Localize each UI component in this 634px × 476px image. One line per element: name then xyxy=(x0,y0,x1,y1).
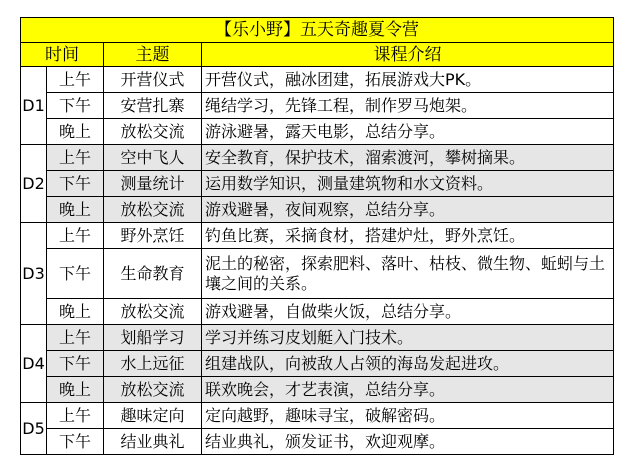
table-row xyxy=(21,377,614,403)
theme-cell: 结业典礼 xyxy=(104,429,202,455)
description-cell: 游戏避暑，自做柴火饭，总结分享。 xyxy=(202,299,614,325)
description-cell: 定向越野，趣味寻宝，破解密码。 xyxy=(202,403,614,429)
description-cell: 绳结学习，先锋工程，制作罗马炮架。 xyxy=(202,93,614,119)
description-cell: 钓鱼比赛，采摘食材，搭建炉灶，野外烹饪。 xyxy=(202,223,614,249)
table-row xyxy=(21,171,614,197)
description-cell: 联欢晚会，才艺表演，总结分享。 xyxy=(202,377,614,403)
theme-cell: 生命教育 xyxy=(104,249,202,299)
theme-cell: 放松交流 xyxy=(104,377,202,403)
time-cell: 上午 xyxy=(47,403,104,429)
time-cell: 上午 xyxy=(47,325,104,351)
theme-cell: 趣味定向 xyxy=(104,403,202,429)
time-cell: 上午 xyxy=(47,223,104,249)
header-row xyxy=(21,43,614,67)
description-cell: 游泳避暑，露天电影，总结分享。 xyxy=(202,119,614,145)
table-row xyxy=(21,429,614,455)
theme-cell: 开营仪式 xyxy=(104,67,202,93)
description-cell: 运用数学知识，测量建筑物和水文资料。 xyxy=(202,171,614,197)
theme-cell: 水上远征 xyxy=(104,351,202,377)
theme-cell: 放松交流 xyxy=(104,197,202,223)
description-cell: 开营仪式，融冰团建，拓展游戏大PK。 xyxy=(202,67,614,93)
table-row xyxy=(21,351,614,377)
table-title: 【乐小野】五天奇趣夏令营 xyxy=(21,18,614,43)
theme-cell: 野外烹饪 xyxy=(104,223,202,249)
time-cell: 上午 xyxy=(47,67,104,93)
header-time: 时间 xyxy=(21,43,104,67)
time-cell: 晚上 xyxy=(47,377,104,403)
time-cell: 下午 xyxy=(47,171,104,197)
table-row xyxy=(21,197,614,223)
table-row xyxy=(21,299,614,325)
time-cell: 下午 xyxy=(47,93,104,119)
table-row xyxy=(21,223,614,249)
table-row xyxy=(21,249,614,299)
description-cell: 泥土的秘密，探索肥料、落叶、枯枝、微生物、蚯蚓与土壤之间的关系。 xyxy=(202,249,614,299)
day-label: D5 xyxy=(21,403,47,455)
header-theme: 主题 xyxy=(104,43,202,67)
theme-cell: 空中飞人 xyxy=(104,145,202,171)
description-cell: 学习并练习皮划艇入门技术。 xyxy=(202,325,614,351)
time-cell: 下午 xyxy=(47,429,104,455)
theme-cell: 放松交流 xyxy=(104,119,202,145)
theme-cell: 安营扎寨 xyxy=(104,93,202,119)
table-row xyxy=(21,145,614,171)
camp-schedule xyxy=(20,17,613,455)
time-cell: 下午 xyxy=(47,249,104,299)
schedule-table xyxy=(20,17,614,455)
theme-cell: 测量统计 xyxy=(104,171,202,197)
table-row xyxy=(21,93,614,119)
table-row xyxy=(21,67,614,93)
table-row xyxy=(21,325,614,351)
time-cell: 晚上 xyxy=(47,299,104,325)
time-cell: 上午 xyxy=(47,145,104,171)
description-cell: 结业典礼，颁发证书，欢迎观摩。 xyxy=(202,429,614,455)
time-cell: 晚上 xyxy=(47,119,104,145)
theme-cell: 放松交流 xyxy=(104,299,202,325)
day-label: D1 xyxy=(21,67,47,145)
day-label: D2 xyxy=(21,145,47,223)
theme-cell: 划船学习 xyxy=(104,325,202,351)
description-cell: 游戏避暑，夜间观察，总结分享。 xyxy=(202,197,614,223)
description-cell: 组建战队，向被敌人占领的海岛发起进攻。 xyxy=(202,351,614,377)
table-row xyxy=(21,119,614,145)
time-cell: 晚上 xyxy=(47,197,104,223)
day-label: D3 xyxy=(21,223,47,325)
table-row xyxy=(21,403,614,429)
description-cell: 安全教育，保护技术，溜索渡河，攀树摘果。 xyxy=(202,145,614,171)
header-intro: 课程介绍 xyxy=(202,43,614,67)
day-label: D4 xyxy=(21,325,47,403)
time-cell: 下午 xyxy=(47,351,104,377)
